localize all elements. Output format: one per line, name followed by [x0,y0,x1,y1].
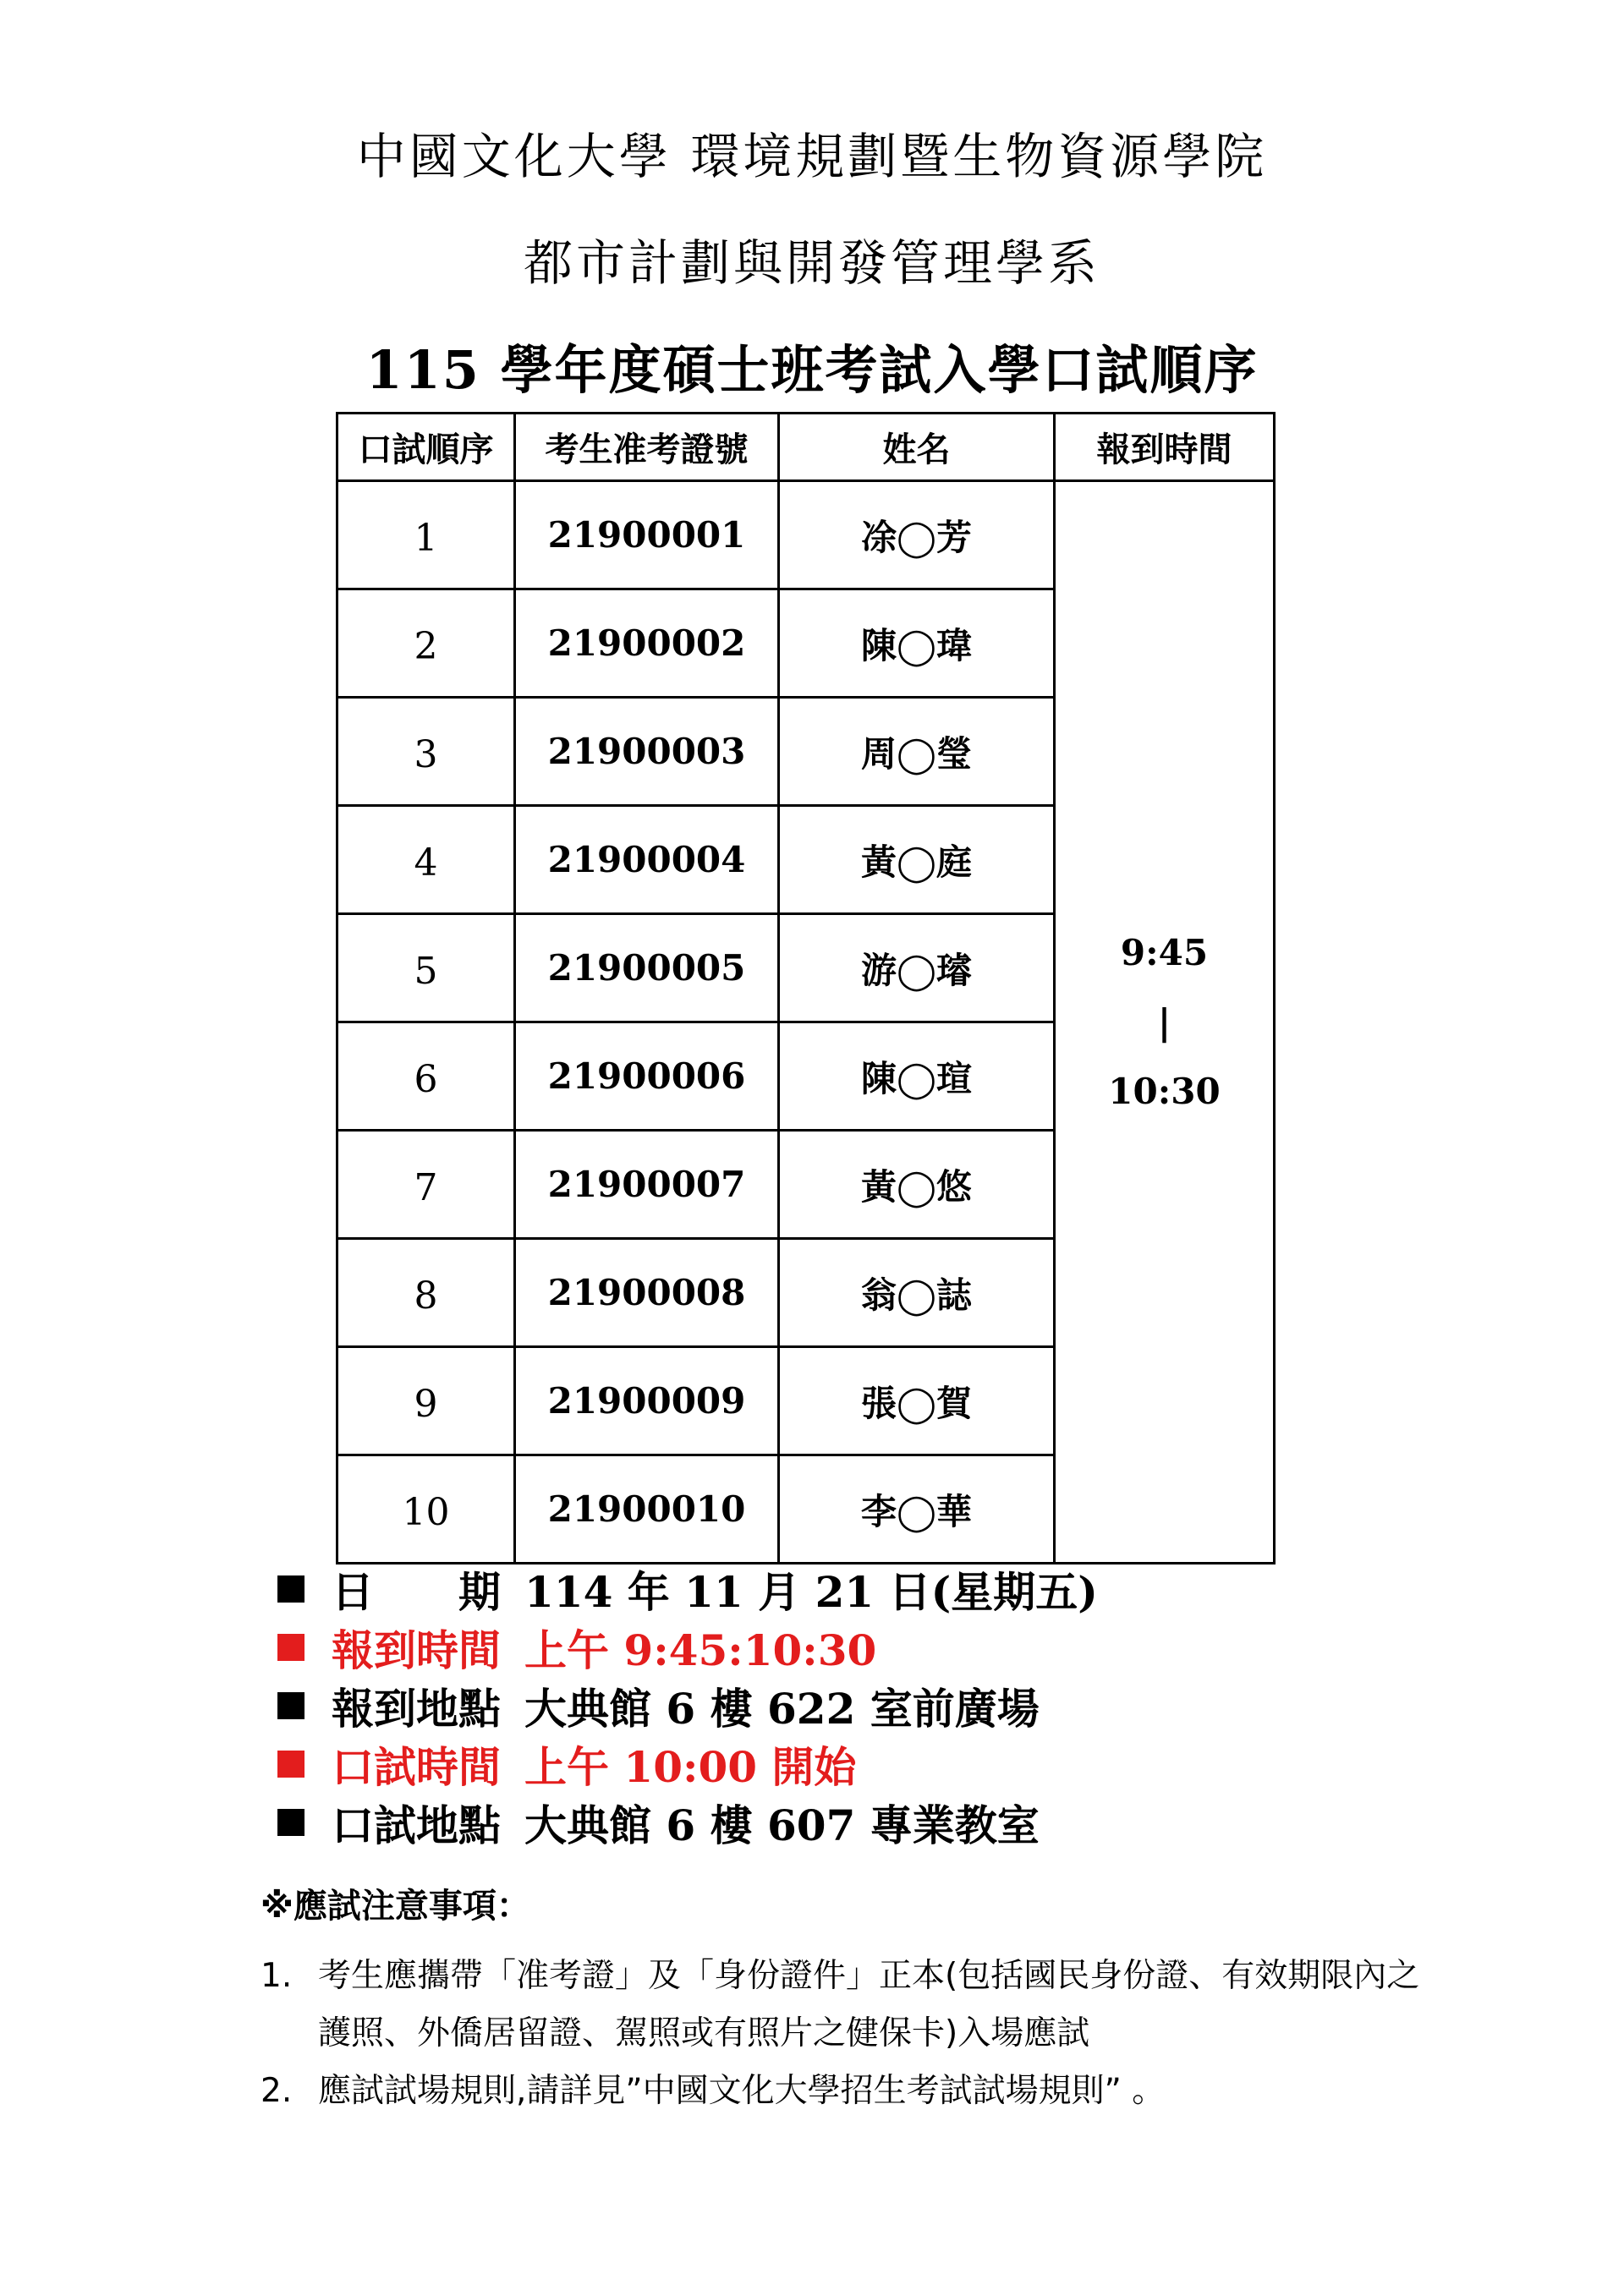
col-header-name: 姓名 [779,414,1055,481]
cell-seq: 9 [337,1347,515,1455]
note-number: 1. [261,1957,293,1995]
cell-id: 21900010 [515,1455,779,1564]
cell-name: 凃◯芳 [779,481,1055,589]
square-bullet-icon [277,1751,304,1778]
checkin-start: 9:45 [1120,931,1209,973]
exam-notes [261,1879,1419,2120]
cell-id: 21900002 [515,589,779,698]
info-exam-location [277,1793,1098,1851]
school-college-title: 中國文化大學 環境規劃暨生物資源學院 [356,128,1268,185]
note-text-line: 護照、外僑居留證、駕照或有照片之健保卡)入場應試 [318,2014,1090,2052]
info-date-label-a: 日 [332,1566,374,1617]
info-checkin-location-value: 大典館 6 樓 622 室前廣場 [524,1683,1040,1734]
square-bullet-icon [277,1634,304,1661]
info-date-label [332,1559,501,1619]
info-date [277,1559,1098,1618]
notes-title: ※應試注意事項： [261,1887,530,1926]
cell-name: 游◯璿 [779,914,1055,1022]
info-date-value: 114 年 11 月 21 日(星期五) [524,1566,1098,1617]
cell-id: 21900004 [515,806,779,914]
cell-seq: 2 [337,589,515,698]
document-title: 115 學年度碩士班考試入學口試順序 [365,339,1259,401]
cell-name: 張◯賀 [779,1347,1055,1455]
cell-seq: 8 [337,1239,515,1347]
info-date-label-b: 期 [458,1566,501,1617]
exam-info-list [277,1559,1098,1851]
cell-name: 李◯華 [779,1455,1055,1564]
info-exam-location-value: 大典館 6 樓 607 專業教室 [524,1800,1040,1850]
cell-name: 黃◯悠 [779,1131,1055,1239]
cell-name: 翁◯誌 [779,1239,1055,1347]
info-exam-time-value: 上午 10:00 開始 [524,1741,857,1792]
checkin-separator: | [1157,1000,1171,1043]
note-text [318,1948,1419,2063]
info-checkin-location [277,1676,1098,1734]
note-text-line: 考生應攜帶「准考證」及「身份證件」正本(包括國民身份證、有效期限內之 [318,1957,1420,1995]
checkin-time-cell [1055,481,1275,1564]
note-number: 2. [261,2072,293,2110]
info-exam-time [277,1734,1098,1793]
note-item [261,2063,1419,2120]
cell-id: 21900007 [515,1131,779,1239]
col-header-id: 考生准考證號 [515,414,779,481]
cell-name: 陳◯瑋 [779,589,1055,698]
square-bullet-icon [277,1575,304,1603]
cell-seq: 3 [337,698,515,806]
cell-id: 21900003 [515,698,779,806]
col-header-checkin: 報到時間 [1055,414,1275,481]
table-row [337,481,1275,589]
info-exam-time-label: 口試時間 [332,1741,501,1792]
square-bullet-icon [277,1809,304,1836]
info-checkin-time-value: 上午 9:45:10:30 [524,1625,877,1675]
checkin-end: 10:30 [1108,1070,1221,1112]
cell-id: 21900005 [515,914,779,1022]
note-item [261,1948,1419,2063]
info-exam-location-label: 口試地點 [332,1800,501,1850]
info-checkin-time-label: 報到時間 [332,1625,501,1675]
cell-id: 21900006 [515,1022,779,1131]
cell-id: 21900008 [515,1239,779,1347]
note-text: 應試試場規則,請詳見”中國文化大學招生考試試場規則” 。 [318,2072,1166,2110]
info-checkin-time [277,1618,1098,1676]
col-header-seq: 口試順序 [337,414,515,481]
cell-seq: 5 [337,914,515,1022]
cell-seq: 7 [337,1131,515,1239]
cell-seq: 4 [337,806,515,914]
square-bullet-icon [277,1692,304,1719]
oral-exam-order-table [336,412,1276,1564]
cell-name: 黃◯庭 [779,806,1055,914]
info-checkin-location-label: 報到地點 [332,1683,501,1734]
cell-name: 周◯瑩 [779,698,1055,806]
table-header-row [337,414,1275,481]
department-title: 都市計劃與開發管理學系 [523,234,1100,292]
cell-id: 21900001 [515,481,779,589]
cell-seq: 1 [337,481,515,589]
cell-seq: 10 [337,1455,515,1564]
cell-name: 陳◯瑄 [779,1022,1055,1131]
cell-id: 21900009 [515,1347,779,1455]
cell-seq: 6 [337,1022,515,1131]
